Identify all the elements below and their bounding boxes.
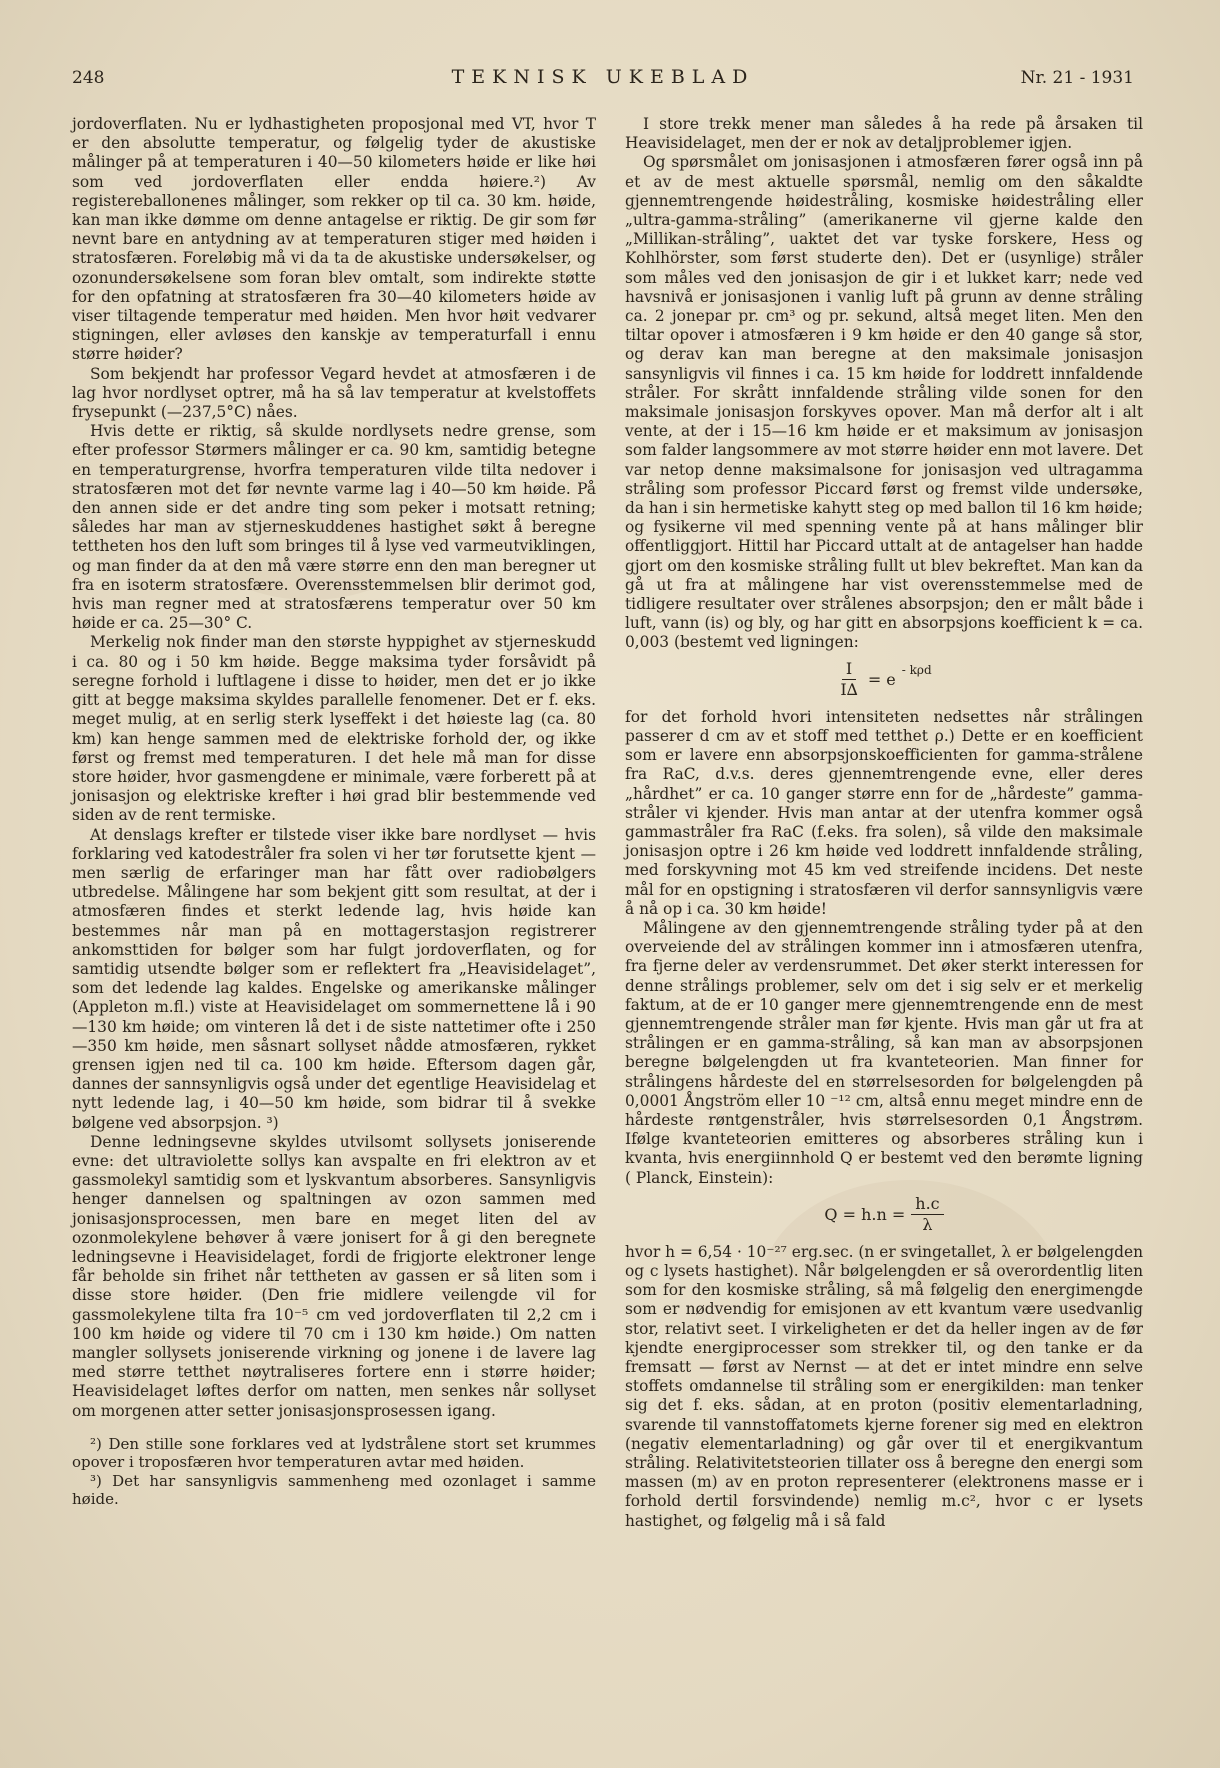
absorption-equation [625,659,1143,700]
equation-fraction [911,1194,943,1235]
running-header [72,66,1134,92]
equation-denominator: I∆ [840,679,858,699]
journal-title: TEKNISK UKEBLAD [451,66,755,88]
paragraph: Denne ledningsevne skyldes utvilsomt sollysets joniserende evne: det ultraviolette sollys kan avspalte en fri elektron av et gassmolekyl samtidig som et lyskvantum absorberes. Sansynligvis henger dannelsen og spaltningen av ozon sammen med jonisasjonsprocessen, men bare en meget liten del av ozonmolekylene behøver å være jonisert for å gi den beregnete ledningsevne i Heavisidelaget, fordi de frigjorte elektroner lenge får beholde sin frihet når tettheten av gassen er så liten som i disse store høider. (Den frie midlere veilengde vil for gassmolekylene tilta fra 10⁻⁵ cm ved jordoverflaten til 2,2 cm i 100 km høide og videre til 70 cm i 130 km høide.) Om natten mangler sollysets joniserende virkning og jonene i de lavere lag med større tetthet nøytraliseres fortere enn i større høider; Heavisidelaget løftes derfor om natten, men senkes når sollyset om morgenen atter setter jonisasjonsprosessen igang. [72,1132,596,1420]
equation-rhs: = e [867,669,896,689]
paragraph: Og spørsmålet om jonisasjonen i atmosfæren fører også inn på et av de mest aktuelle spørsmål, nemlig om den såkaldte gjennemtrengende høidestråling, kosmiske høidestråling eller „ultra-gamma-stråling” (amerikanerne vil gjerne kalde den „Millikan-stråling”, uaktet det var tyske forskere, Hess og Kohlhörster, som først studerte den). Det er (usynlige) stråler som måles ved den jonisasjon de gir i et lukket karr; nede ved havsnivå er jonisasjonen i vanlig luft på grunn av denne stråling ca. 2 jonepar pr. cm³ og pr. sekund, altså meget liten. Men den tiltar opover i atmosfæren i 9 km høide er den 40 gange så stor, og derav kan man beregne at den maksimale jonisasjon sansynligvis vil finnes i ca. 15 km høide for loddrett innfaldende stråler. For skrått innfaldende stråling vilde sonen for den maksimale jonisasjon forskyves opover. Man må derfor alt i alt vente, at der i 15—16 km høide er et maksimum av jonisasjon som falder langsommere av mot større høider enn mot lavere. Det var netop denne maksimalsone for jonisasjon ved ultragamma stråling som professor Piccard først og fremst vilde undersøke, da han i sin hermetiske kahytt steg op med ballon til 16 km høide; og fysikerne vil med spenning vente på at hans målinger blir offentliggjort. Hittil har Piccard uttalt at de antagelser han hadde gjort om den kosmiske stråling fullt ut blev bekreftet. Man kan da gå ut fra at målingene har vist overensstemmelse med de tidligere resultater over strålenes absorpsjon; den er målt både i luft, vann (is) og bly, og har gitt en absorpsjons koefficient k = ca. 0,003 (bestemt ved ligningen: [625,153,1143,652]
paragraph: I store trekk mener man således å ha rede på årsaken til Heavisidelaget, men der er nok av detaljproblemer igjen. [625,115,1143,153]
paragraph: At denslags krefter er tilstede viser ikke bare nordlyset — hvis forklaring ved katodestråler fra solen vi her tør forutsette kjent — men særlig de erfaringer man har fått over radiobølgers utbredelse. Målingene har som bekjent gitt som resultat, at der i atmosfæren findes et sterkt ledende lag, hvis høide kan bestemmes når man på en mottagerstasjon registrerer ankomsttiden for bølger som har fulgt jordoverflaten, og for samtidig utsendte bølger som er reflektert fra „Heavisidelaget”, som det ledende lag kaldes. Engelske og amerikanske målinger (Appleton m.fl.) viste at Heavisidelaget om sommernettene lå i 90—130 km høide; om vinteren lå det i de siste nattetimer ofte i 250—350 km høide, men såsnart sollyset nådde atmosfæren, rykket grensen igjen ned til ca. 100 km høide. Eftersom dagen går, dannes der sannsynligvis også under det egentlige Heavisidelag et nytt ledende lag, i 40—50 km høide, som bidrar til å svekke bølgene ved absorpsjon. ³) [72,825,596,1132]
right-column [625,115,1143,1531]
footnote: ³) Det har sansynligvis sammenheng med ozonlaget i samme høide. [72,1471,596,1509]
paragraph: Merkelig nok finder man den største hyppighet av stjerneskudd i ca. 80 og i 50 km høide. Begge maksima tyder forsåvidt på seregne forhold i luftlagene i disse to høider, men det er jo ikke gitt at begge maksima skyldes parallelle fenomener. Det er f. eks. meget mulig, at en serlig sterk lyseffekt i det høieste lag (ca. 80 km) kan henge sammen med de elektriske forhold der, og ikke først og fremst med temperaturen. I det hele må man for disse store høider, hvor gasmengdene er minimale, være forberett på at jonisasjon og elektriske krefter i høi grad blir bestemmende ved siden av de rent termiske. [72,633,596,825]
equation-numerator: h.c [911,1194,943,1215]
equation-exponent: - kρd [901,662,932,677]
paragraph: hvor h = 6,54 · 10⁻²⁷ erg.sec. (n er svingetallet, λ er bølgelengden og c lysets hastighet). Når bølgelengden er så overordentlig liten som for den kosmiske stråling, så må følgelig den energimengde som er nødvendig for emisjonen av ett kvantum være usedvanlig stor, relativt seet. I virkeligheten er det da heller ingen av de før kjendte energiprocesser som strekker til, og den tanke er da fremsatt — først av Nernst — at det er intet mindre enn selve stoffets omdannelse til stråling som er energikilden: man tenker sig det f. eks. sådan, at en proton (positiv elementarladning, svarende til vannstoffatomets kjerne forener sig med en elektron (negativ elementarladning) og går over til et energikvantum stråling. Relativitetsteorien tillater oss å beregne den energi som massen (m) av en proton representerer (elektronens masse er i forhold dertil forsvindende) nemlig m.c², hvor c er lysets hastighet, og følgelig må i så fald [625,1242,1143,1530]
paragraph: Hvis dette er riktig, så skulde nordlysets nedre grense, som efter professor Størmers målinger er ca. 90 km, samtidig betegne en temperaturgrense, hvorfra temperaturen vilde tilta nedover i stratosfæren mot det før nevnte varme lag i 40—50 km høide. På den annen side er det andre ting som peker i motsatt retning; således har man av stjerneskuddenes hastighet søkt å beregne tettheten hos den luft som bringes til å lyse ved varmeutviklingen, og man finder da at den må være større enn den man beregner ut fra en isoterm stratosfære. Overensstemmelsen blir derimot god, hvis man regner med at stratosfærens temperatur over 50 km høide er ca. 25—30° C. [72,422,596,633]
page-number: 248 [72,68,105,88]
equation-numerator: I [842,659,856,680]
paragraph: jordoverflaten. Nu er lydhastigheten proposjonal med VT, hvor T er den absolutte temperatur, og følgelig tyder de akustiske målinger på at temperaturen i 40—50 kilometers høide er like høi som ved jordoverflaten eller endda høiere.²) Av registereballonenes målinger, som rekker op til ca. 30 km. høide, kan man ikke dømme om denne antagelse er riktig. De gir som før nevnt bare en antydning av at temperaturen stiger med høiden i stratosfæren. Foreløbig må vi da ta de akustiske undersøkelser, og ozonundersøkelsene som foran blev omtalt, som indirekte støtte for den opfatning at stratosfæren fra 30—40 kilometers høide av viser tiltagende temperatur med høiden. Men hvor høit vedvarer stigningen, eller avløses den kanskje av temperaturfall i ennu større høider? [72,115,596,364]
footnote: ²) Den stille sone forklares ved at lydstrålene stort set krummes opover i troposfæren hvor temperaturen avtar med høiden. [72,1434,596,1472]
footnotes [72,1435,596,1509]
paragraph: for det forhold hvori intensiteten nedsettes når strålingen passerer d cm av et stoff med tetthet ρ.) Dette er en koefficient som er lavere enn absorpsjonskoefficienten for gamma-strålene fra RaC, d.v.s. deres gjennemtrengende evne, eller deres „hårdhet” er ca. 10 ganger større enn for de „hårdeste” gamma-stråler vi kjender. Hvis man antar at der utenfra kommer også gammastråler fra RaC (f.eks. fra solen), så vilde den maksimale jonisasjon optre i 26 km høide ved loddrett innfaldende stråling, med forskyvning mot 45 km ved streifende incidens. Det neste mål for en opstigning i stratosfæren vil derfor sannsynligvis være å nå op i ca. 30 km høide! [625,707,1143,918]
issue-number: Nr. 21 - 1931 [1020,68,1134,88]
left-column [72,115,596,1509]
equation-fraction [836,659,862,700]
paragraph: Målingene av den gjennemtrengende stråling tyder på at den overveiende del av strålingen kommer inn i atmosfæren utenfra, fra fjerne deler av verdensrummet. Det øker sterkt interessen for denne strålings problemer, selv om det i sig selv er et merkelig faktum, at de er 10 ganger mere gjennemtrengende enn de mest gjennemtrengende stråler man før kjente. Hvis man går ut fra at strålingen er en gamma-stråling, så kan man av absorpsjonen beregne bølgelengden ut fra kvanteteorien. Man finner for strålingens hårdeste del en størrelsesorden for bølgelengden på 0,0001 Ångström eller 10 ⁻¹² cm, altså ennu meget mindre enn de hårdeste røntgenstråler, hvis størrelsesorden 0,1 Ångstrøm. Ifølge kvanteteorien emitteres og absorberes stråling kun i kvanta, hvis energiinnhold Q er bestemt ved den berømte ligning ( Planck, Einstein): [625,918,1143,1187]
equation-lhs: Q = h.n = [824,1204,906,1224]
planck-equation [625,1194,1143,1235]
paragraph: Som bekjendt har professor Vegard hevdet at atmosfæren i de lag hvor nordlyset optrer, må ha så lav temperatur at kvelstoffets frysepunkt (—237,5°C) nåes. [72,364,596,422]
equation-denominator: λ [922,1214,933,1234]
